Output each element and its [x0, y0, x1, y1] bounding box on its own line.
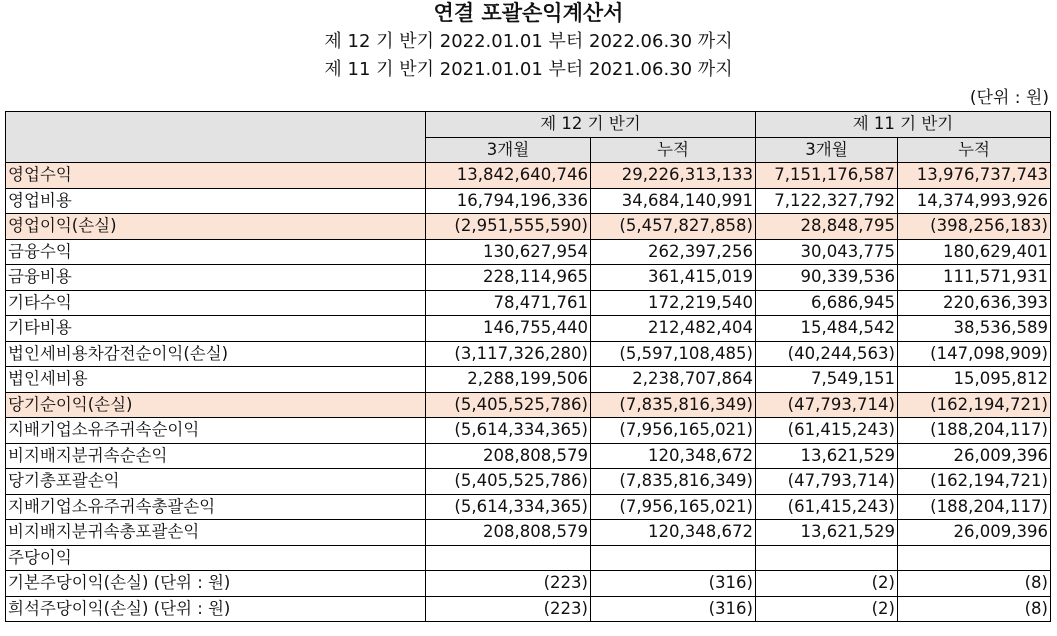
row-label: 비지배지분귀속총포괄손익 — [6, 520, 426, 546]
value-cell: (7,956,165,021) — [591, 494, 756, 520]
table-row — [6, 239, 1051, 265]
row-label: 당기순이익(손실) — [6, 392, 426, 418]
header-current-cumulative: 누적 — [591, 137, 756, 163]
table-row — [6, 214, 1051, 240]
value-cell: 16,794,196,336 — [426, 188, 591, 214]
value-cell: 26,009,396 — [898, 443, 1051, 469]
value-cell: 120,348,672 — [591, 443, 756, 469]
row-label: 영업이익(손실) — [6, 214, 426, 240]
value-cell: 180,629,401 — [898, 239, 1051, 265]
period-prior-line: 제 11 기 반기 2021.01.01 부터 2021.06.30 까지 — [324, 59, 733, 80]
value-cell: 172,219,540 — [591, 290, 756, 316]
value-cell — [426, 545, 591, 571]
income-statement-table — [5, 111, 1051, 622]
table-row — [6, 418, 1051, 444]
value-cell: (316) — [591, 571, 756, 597]
value-cell: 90,339,536 — [756, 265, 898, 291]
table-row — [6, 163, 1051, 189]
value-cell: (8) — [898, 571, 1051, 597]
value-cell: 130,627,954 — [426, 239, 591, 265]
value-cell: (5,457,827,858) — [591, 214, 756, 240]
value-cell: (398,256,183) — [898, 214, 1051, 240]
value-cell: 30,043,775 — [756, 239, 898, 265]
value-cell — [898, 545, 1051, 571]
header-current-period: 제 12 기 반기 — [426, 112, 756, 138]
value-cell: 26,009,396 — [898, 520, 1051, 546]
value-cell: (8) — [898, 596, 1051, 622]
value-cell — [591, 545, 756, 571]
header-prior-3m: 3개월 — [756, 137, 898, 163]
value-cell: (2,951,555,590) — [426, 214, 591, 240]
row-label: 기타비용 — [6, 316, 426, 342]
table-row — [6, 188, 1051, 214]
value-cell: (5,405,525,786) — [426, 469, 591, 495]
value-cell: 361,415,019 — [591, 265, 756, 291]
value-cell: (2) — [756, 596, 898, 622]
value-cell: 208,808,579 — [426, 443, 591, 469]
statement-body — [6, 163, 1051, 622]
value-cell: 2,238,707,864 — [591, 367, 756, 393]
table-row — [6, 443, 1051, 469]
value-cell — [756, 545, 898, 571]
row-label: 기타수익 — [6, 290, 426, 316]
value-cell: 29,226,313,133 — [591, 163, 756, 189]
value-cell: (5,614,334,365) — [426, 418, 591, 444]
period-current-line: 제 12 기 반기 2022.01.01 부터 2022.06.30 까지 — [324, 31, 733, 52]
value-cell: (47,793,714) — [756, 469, 898, 495]
value-cell: (188,204,117) — [898, 418, 1051, 444]
row-label: 영업비용 — [6, 188, 426, 214]
row-label: 금융비용 — [6, 265, 426, 291]
row-label: 지배기업소유주귀속순이익 — [6, 418, 426, 444]
statement-title: 연결 포괄손익계산서 — [433, 1, 624, 25]
value-cell: 13,621,529 — [756, 520, 898, 546]
header-prior-period: 제 11 기 반기 — [756, 112, 1051, 138]
value-cell: 120,348,672 — [591, 520, 756, 546]
value-cell: (223) — [426, 571, 591, 597]
value-cell: (47,793,714) — [756, 392, 898, 418]
value-cell: (188,204,117) — [898, 494, 1051, 520]
row-label: 비지배지분귀속순손익 — [6, 443, 426, 469]
value-cell: 38,536,589 — [898, 316, 1051, 342]
value-cell: (61,415,243) — [756, 494, 898, 520]
value-cell: (3,117,326,280) — [426, 341, 591, 367]
row-label: 기본주당이익(손실) (단위 : 원) — [6, 571, 426, 597]
value-cell: (61,415,243) — [756, 418, 898, 444]
value-cell: 6,686,945 — [756, 290, 898, 316]
table-row — [6, 265, 1051, 291]
value-cell: (5,405,525,786) — [426, 392, 591, 418]
value-cell: 14,374,993,926 — [898, 188, 1051, 214]
value-cell: 7,151,176,587 — [756, 163, 898, 189]
table-row — [6, 469, 1051, 495]
value-cell: (7,956,165,021) — [591, 418, 756, 444]
value-cell: (7,835,816,349) — [591, 392, 756, 418]
value-cell: 13,621,529 — [756, 443, 898, 469]
table-row — [6, 367, 1051, 393]
table-row — [6, 520, 1051, 546]
row-label: 주당이익 — [6, 545, 426, 571]
value-cell: (2) — [756, 571, 898, 597]
value-cell: 78,471,761 — [426, 290, 591, 316]
table-row — [6, 494, 1051, 520]
value-cell: 34,684,140,991 — [591, 188, 756, 214]
table-row — [6, 392, 1051, 418]
value-cell: 2,288,199,506 — [426, 367, 591, 393]
row-label: 법인세비용 — [6, 367, 426, 393]
value-cell: 220,636,393 — [898, 290, 1051, 316]
row-label: 지배기업소유주귀속총괄손익 — [6, 494, 426, 520]
value-cell: 146,755,440 — [426, 316, 591, 342]
unit-label: (단위 : 원) — [969, 88, 1049, 108]
value-cell: (223) — [426, 596, 591, 622]
value-cell: (40,244,563) — [756, 341, 898, 367]
header-current-3m: 3개월 — [426, 137, 591, 163]
value-cell: 228,114,965 — [426, 265, 591, 291]
table-row — [6, 290, 1051, 316]
value-cell: 212,482,404 — [591, 316, 756, 342]
value-cell: 262,397,256 — [591, 239, 756, 265]
table-row — [6, 596, 1051, 622]
table-row — [6, 316, 1051, 342]
value-cell: (162,194,721) — [898, 469, 1051, 495]
value-cell: 13,976,737,743 — [898, 163, 1051, 189]
table-row — [6, 545, 1051, 571]
row-label: 금융수익 — [6, 239, 426, 265]
row-label: 당기총포괄손익 — [6, 469, 426, 495]
value-cell: 28,848,795 — [756, 214, 898, 240]
value-cell: 7,549,151 — [756, 367, 898, 393]
value-cell: 15,484,542 — [756, 316, 898, 342]
value-cell: 208,808,579 — [426, 520, 591, 546]
value-cell: 111,571,931 — [898, 265, 1051, 291]
table-row — [6, 341, 1051, 367]
value-cell: (5,614,334,365) — [426, 494, 591, 520]
value-cell: (162,194,721) — [898, 392, 1051, 418]
value-cell: (316) — [591, 596, 756, 622]
value-cell: 13,842,640,746 — [426, 163, 591, 189]
value-cell: (5,597,108,485) — [591, 341, 756, 367]
table-row — [6, 571, 1051, 597]
row-label: 희석주당이익(손실) (단위 : 원) — [6, 596, 426, 622]
header-prior-cumulative: 누적 — [898, 137, 1051, 163]
value-cell: 15,095,812 — [898, 367, 1051, 393]
row-label: 영업수익 — [6, 163, 426, 189]
header-label-column — [6, 112, 426, 163]
row-label: 법인세비용차감전순이익(손실) — [6, 341, 426, 367]
value-cell: 7,122,327,792 — [756, 188, 898, 214]
value-cell: (147,098,909) — [898, 341, 1051, 367]
value-cell: (7,835,816,349) — [591, 469, 756, 495]
